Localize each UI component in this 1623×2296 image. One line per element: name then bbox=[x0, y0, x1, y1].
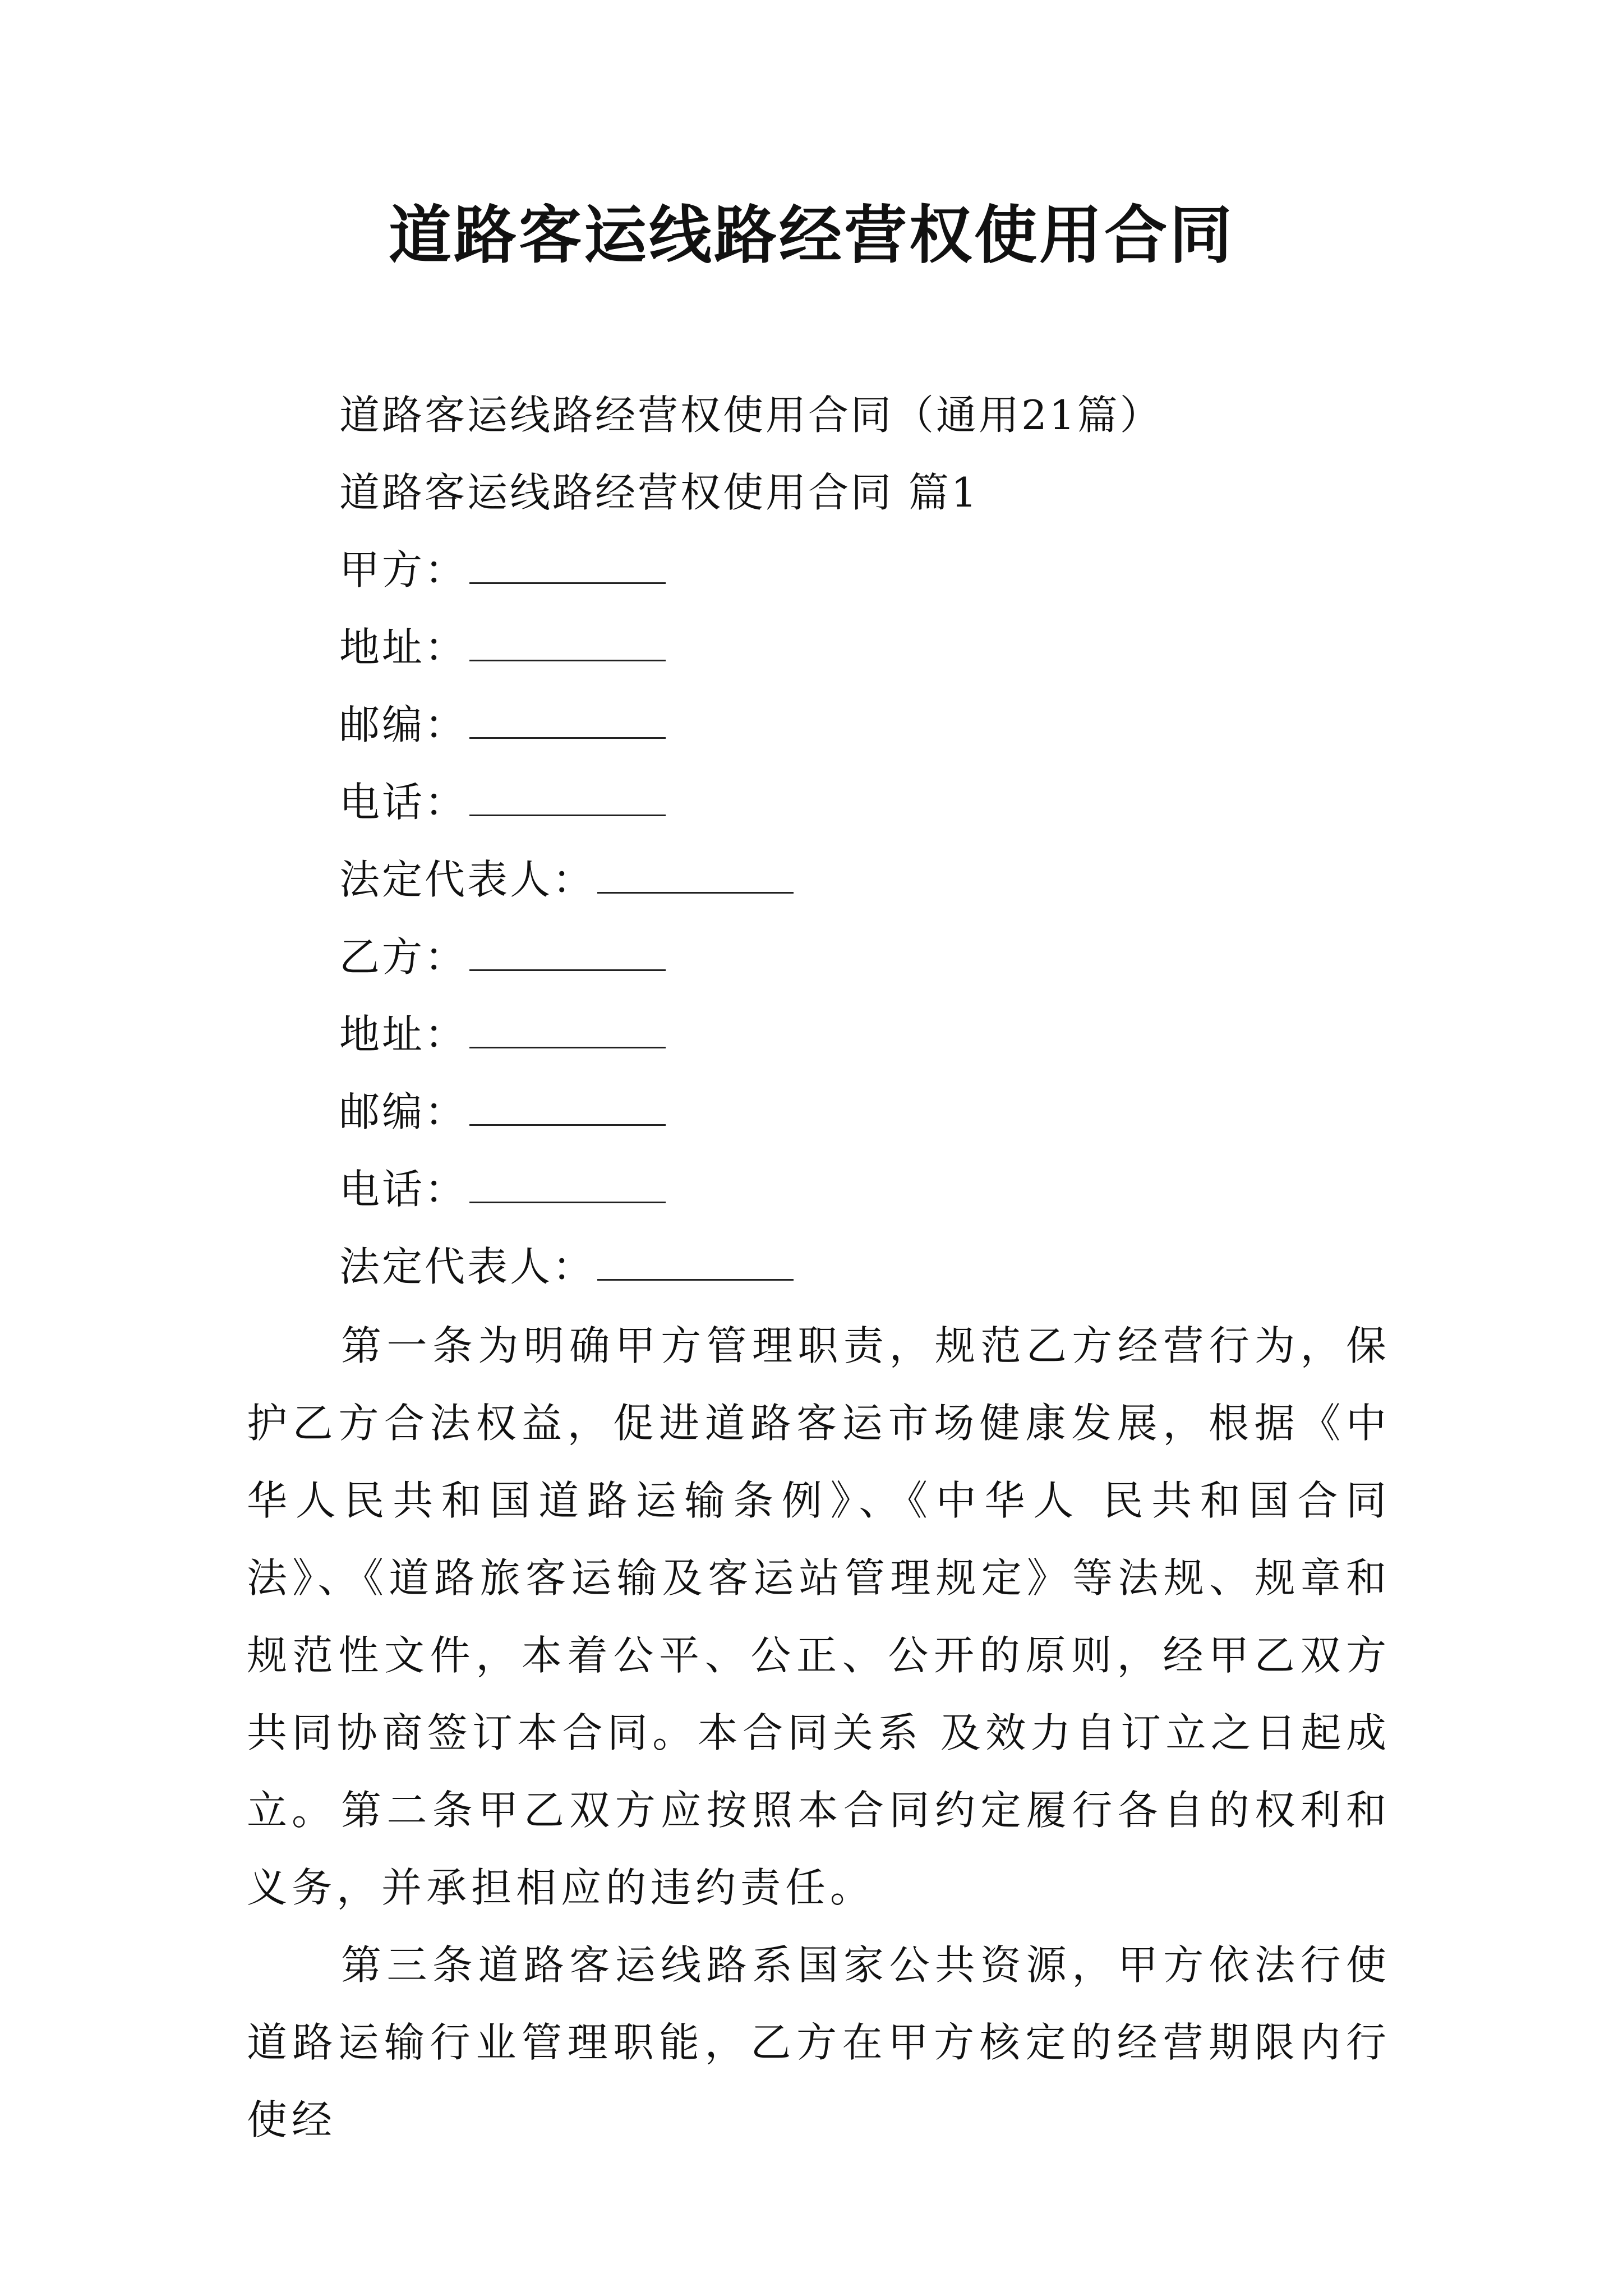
party-b-line bbox=[339, 929, 666, 985]
document-title: 道路客运线路经营权使用合同 bbox=[389, 199, 1234, 272]
party-b-address-blank bbox=[469, 1007, 666, 1048]
article-3: 第三条道路客运线路系国家公共资源，甲方依法行使道路运输行业管理职能，乙方在甲方核定的经营期限内行使经 bbox=[247, 1941, 1391, 2143]
party-b-representative-label: 法定代表人： bbox=[339, 1243, 596, 1290]
document-subtitle: 道路客运线路经营权使用合同（通用21篇） bbox=[339, 392, 1163, 439]
party-b-representative-line bbox=[339, 1239, 794, 1295]
party-a-address-label: 地址： bbox=[339, 624, 468, 671]
party-b-blank bbox=[469, 930, 666, 971]
party-b-postcode-label: 邮编： bbox=[339, 1088, 468, 1135]
party-b-address-line bbox=[339, 1006, 666, 1062]
party-b-phone-blank bbox=[469, 1162, 666, 1203]
section-heading: 道路客运线路经营权使用合同 篇1 bbox=[339, 469, 979, 516]
party-a-representative-blank bbox=[597, 853, 794, 894]
party-a-postcode-line bbox=[339, 697, 666, 753]
party-a-postcode-blank bbox=[469, 698, 666, 739]
party-a-blank bbox=[469, 543, 666, 584]
article-2: 第二条甲乙双方应按照本合同约定履行各自的权利和义务，并承担相应的违约责任。 bbox=[247, 1787, 1391, 1911]
party-b-phone-line bbox=[339, 1161, 666, 1217]
party-b-representative-blank bbox=[597, 1240, 794, 1281]
party-b-phone-label: 电话： bbox=[339, 1166, 468, 1213]
party-a-phone-label: 电话： bbox=[339, 779, 468, 826]
party-b-address-label: 地址： bbox=[339, 1011, 468, 1058]
party-a-representative-label: 法定代表人： bbox=[339, 856, 596, 903]
party-a-phone-line bbox=[339, 774, 666, 830]
party-a-line bbox=[339, 542, 666, 598]
party-a-label: 甲方： bbox=[339, 546, 468, 593]
party-b-postcode-blank bbox=[469, 1085, 666, 1126]
party-b-label: 乙方： bbox=[339, 933, 468, 981]
party-a-representative-line bbox=[339, 852, 794, 908]
party-a-postcode-label: 邮编： bbox=[339, 701, 468, 748]
party-a-phone-blank bbox=[469, 775, 666, 816]
article-1: 第一条为明确甲方管理职责，规范乙方经营行为，保护乙方合法权益，促进道路客运市场健康发展，根据《中华人民共和国道路运输条例》、《中华人 民共和国合同法》、《道路旅客运输及客运站管理规定》等法规、规章和规范性文件，本着公平、公正、公开的原则，经甲乙双方共同协商签订本合同。本合同关系 及效力自订立之日起成立。 bbox=[247, 1322, 1391, 1834]
party-a-address-blank bbox=[469, 620, 666, 661]
party-a-address-line bbox=[339, 619, 666, 675]
party-b-postcode-line bbox=[339, 1084, 666, 1140]
